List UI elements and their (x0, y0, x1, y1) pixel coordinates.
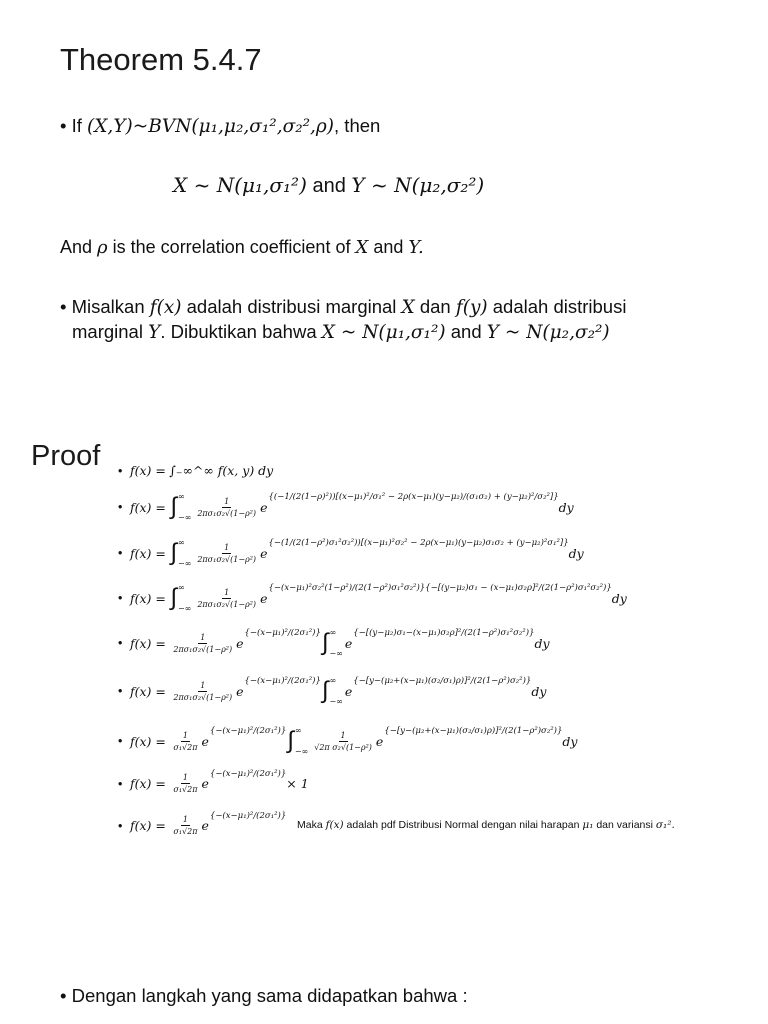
exponent: {−(x−μ₁)²/(2σ₁²)} (209, 726, 287, 736)
numerator: 1 (182, 773, 188, 782)
bullet-dot: • (118, 546, 123, 560)
proof-step-4 (118, 583, 627, 613)
x-distribution: X ~ N(μ₁,σ₁²) (173, 173, 307, 197)
e-symbol: e (260, 590, 268, 606)
bullet-dot: • (118, 636, 123, 650)
lhs: f(x) = (130, 733, 166, 749)
bullet-dot: • (118, 776, 123, 791)
upper-limit: ∞ (177, 538, 185, 547)
note-sigma: σ₁². (655, 819, 675, 831)
bullet-dot: • (118, 591, 123, 605)
exponent: {−(1/(2(1−ρ²)σ₁²σ₂²))[(x−μ₁)²σ₂² − 2ρ(x−μ₁)(y−μ₂)σ₁σ₂ + (y−μ₂)²σ₁²]} (268, 538, 569, 548)
b2-fy: f(y) (455, 297, 488, 318)
integral-limits (329, 628, 342, 658)
note-text-b: adalah pdf Distribusi Normal dengan nilai harapan (346, 819, 580, 831)
integral-sign: ∫ (170, 584, 177, 611)
step1-rhs: ∫₋∞^∞ f(x, y) dy (169, 463, 274, 478)
e-symbol: e (201, 733, 209, 749)
denominator: σ₁√2π (173, 742, 198, 752)
denominator: σ₁√2π (173, 785, 198, 794)
lhs: f(x) = (130, 463, 166, 478)
rho-x: X (355, 237, 369, 258)
and-word: and (312, 175, 346, 197)
conclusion-note (297, 819, 675, 831)
bullet-dengan-langkah (60, 985, 468, 1007)
denominator: √2π σ₂√(1−ρ²) (314, 742, 372, 752)
bullet2-line2 (60, 320, 626, 345)
note-fx: f(x) (325, 819, 344, 831)
b2-x: X (401, 297, 415, 318)
lhs: f(x) = (130, 683, 166, 699)
bullet-dot: • (118, 818, 123, 833)
exponent: {−(x−μ₁)²/(2σ₁²)} (209, 768, 287, 779)
integral-limits (178, 583, 191, 613)
e-symbol: e (260, 545, 268, 561)
bullet-dot: • (60, 296, 72, 317)
exponent: {−[y−(μ₂+(x−μ₁)(σ₂/σ₁)ρ)]²/(2(1−ρ²)σ₂²)} (353, 676, 532, 686)
proof-step-7 (118, 726, 577, 756)
coefficient (171, 814, 199, 837)
upper-limit: ∞ (177, 492, 185, 501)
e-symbol: e (201, 818, 209, 833)
numerator: 1 (200, 680, 206, 690)
e-symbol: e (236, 683, 244, 699)
upper-limit: ∞ (294, 726, 302, 735)
bullet-dot: • (118, 684, 123, 698)
lower-limit: −∞ (177, 513, 192, 522)
bullet-dot: • (118, 463, 123, 478)
exponent: {−(x−μ₁)²/(2σ₁²)} (209, 810, 287, 821)
integral-sign: ∫ (321, 677, 329, 704)
lhs: f(x) = (130, 545, 166, 561)
coefficient (195, 587, 258, 610)
numerator: 1 (224, 587, 230, 597)
upper-limit: ∞ (177, 583, 185, 592)
dy: dy (562, 733, 578, 749)
note-text-a: Maka (297, 819, 323, 831)
b2-x-dist: X ~ N(μ₁,σ₁²) (321, 322, 446, 343)
b2-text-a: Misalkan (71, 296, 145, 317)
numerator: 1 (200, 632, 206, 642)
dy: dy (611, 590, 627, 606)
dy: dy (568, 545, 584, 561)
e-symbol: e (375, 733, 384, 749)
denominator: σ₁√2π (173, 827, 198, 836)
bullet1-prefix: If (71, 115, 82, 136)
numerator: 1 (182, 815, 188, 824)
lower-limit: −∞ (177, 604, 192, 613)
denominator: 2πσ₁σ₂√(1−ρ²) (197, 554, 257, 564)
upper-limit: ∞ (329, 628, 337, 637)
integral-sign: ∫ (170, 539, 177, 566)
b2-y: Y (148, 322, 161, 343)
note-text-c: dan variansi (596, 819, 653, 831)
bullet-bvn-statement (60, 115, 380, 137)
integral-sign: ∫ (170, 493, 177, 520)
numerator: 1 (340, 730, 346, 740)
rho-middle: is the correlation coefficient of (112, 237, 351, 257)
proof-step-8 (118, 768, 309, 795)
coefficient (171, 730, 199, 753)
rho-symbol: ρ (97, 237, 108, 258)
e-symbol: e (236, 635, 244, 651)
lhs: f(x) = (130, 776, 166, 791)
b2-text-b: adalah distribusi marginal (186, 296, 397, 317)
numerator: 1 (224, 496, 230, 506)
e-symbol: e (344, 683, 353, 699)
exponent: {(−1/(2(1−ρ)²))[(x−μ₁)²/σ₁² − 2ρ(x−μ₁)(y−μ₂)/(σ₁σ₂) + (y−μ₂)²/σ₂²]} (268, 492, 559, 502)
exponent: {−[y−(μ₂+(x−μ₁)(σ₂/σ₁)ρ)]²/(2(1−ρ²)σ₂²)} (384, 726, 563, 736)
times-one: × 1 (286, 776, 309, 791)
bullet-misalkan (60, 295, 626, 345)
rho-and: and (373, 237, 404, 257)
coefficient (195, 496, 258, 519)
numerator: 1 (182, 730, 188, 740)
lhs: f(x) = (130, 818, 166, 833)
coefficient (171, 772, 199, 795)
e-symbol: e (344, 635, 353, 651)
lhs: f(x) = (130, 499, 166, 515)
inner-coefficient (312, 730, 374, 753)
b2-and: and (450, 321, 482, 342)
integral-sign: ∫ (287, 727, 294, 754)
y-distribution: Y ~ N(μ₂,σ₂²) (351, 173, 485, 197)
dy: dy (534, 635, 550, 651)
e-symbol: e (260, 499, 268, 515)
bullet-dot: • (60, 985, 72, 1006)
exponent: {−(x−μ₁)²/(2σ₁²)} (244, 676, 321, 686)
denominator: 2πσ₁σ₂√(1−ρ²) (173, 644, 233, 654)
integral-limits (295, 726, 308, 756)
bullet3-text: Dengan langkah yang sama didapatkan bahwa : (71, 985, 468, 1006)
correlation-statement (60, 237, 424, 258)
proof-step-1 (118, 463, 273, 478)
marginal-distributions-equation (173, 173, 484, 198)
bullet-dot: • (60, 115, 72, 136)
b2-text-f: . Dibuktikan bahwa (160, 321, 317, 342)
b2-y-dist: Y ~ N(μ₂,σ₂²) (486, 322, 610, 343)
upper-limit: ∞ (329, 676, 337, 685)
coefficient (171, 680, 234, 703)
rho-prefix: And (60, 237, 93, 257)
b2-fx: f(x) (149, 297, 182, 318)
bullet-dot: • (118, 734, 123, 748)
exponent: {−(x−μ₁)²σ₂²(1−ρ²)/(2(1−ρ²)σ₁²σ₂²)}{−[(y−μ₂)σ₁ − (x−μ₁)σ₂ρ]²/(2(1−ρ²)σ₁²σ₂²)} (268, 583, 612, 593)
proof-step-9 (118, 810, 287, 837)
denominator: 2πσ₁σ₂√(1−ρ²) (197, 508, 257, 518)
proof-step-5 (118, 628, 550, 658)
b2-text-c: dan (419, 296, 451, 317)
integral-sign: ∫ (321, 629, 329, 656)
b2-text-e: marginal (72, 321, 143, 342)
numerator: 1 (224, 542, 230, 552)
lower-limit: −∞ (294, 747, 309, 756)
bullet-dot: • (118, 500, 123, 514)
bullet1-suffix: , then (334, 115, 381, 136)
b2-text-d: adalah distribusi (492, 296, 627, 317)
lower-limit: −∞ (329, 697, 343, 706)
slide-title: Theorem 5.4.7 (60, 42, 262, 77)
lhs: f(x) = (130, 635, 166, 651)
dy: dy (558, 499, 574, 515)
note-mu: μ₁ (582, 819, 594, 831)
lhs: f(x) = (130, 590, 166, 606)
denominator: 2πσ₁σ₂√(1−ρ²) (197, 599, 257, 609)
denominator: 2πσ₁σ₂√(1−ρ²) (173, 692, 233, 702)
proof-heading: Proof (31, 440, 101, 472)
integral-limits (329, 676, 342, 706)
integral-limits (178, 538, 191, 568)
rho-y: Y. (408, 237, 424, 258)
proof-step-2 (118, 492, 574, 522)
exponent: {−[(y−μ₂)σ₁−(x−μ₁)σ₂ρ]²/(2(1−ρ²)σ₁²σ₂²)} (353, 628, 535, 638)
exponent: {−(x−μ₁)²/(2σ₁²)} (244, 628, 321, 638)
integral-limits (178, 492, 191, 522)
e-symbol: e (201, 776, 209, 791)
coefficient (195, 542, 258, 565)
proof-step-3 (118, 538, 584, 568)
lower-limit: −∞ (329, 649, 343, 658)
bullet2-line1 (60, 295, 626, 320)
dy: dy (531, 683, 547, 699)
lower-limit: −∞ (177, 559, 192, 568)
proof-step-6 (118, 676, 546, 706)
coefficient (171, 632, 234, 655)
bullet1-expression: (X,Y)~BVN(μ₁,μ₂,σ₁²,σ₂²,ρ) (87, 116, 335, 137)
